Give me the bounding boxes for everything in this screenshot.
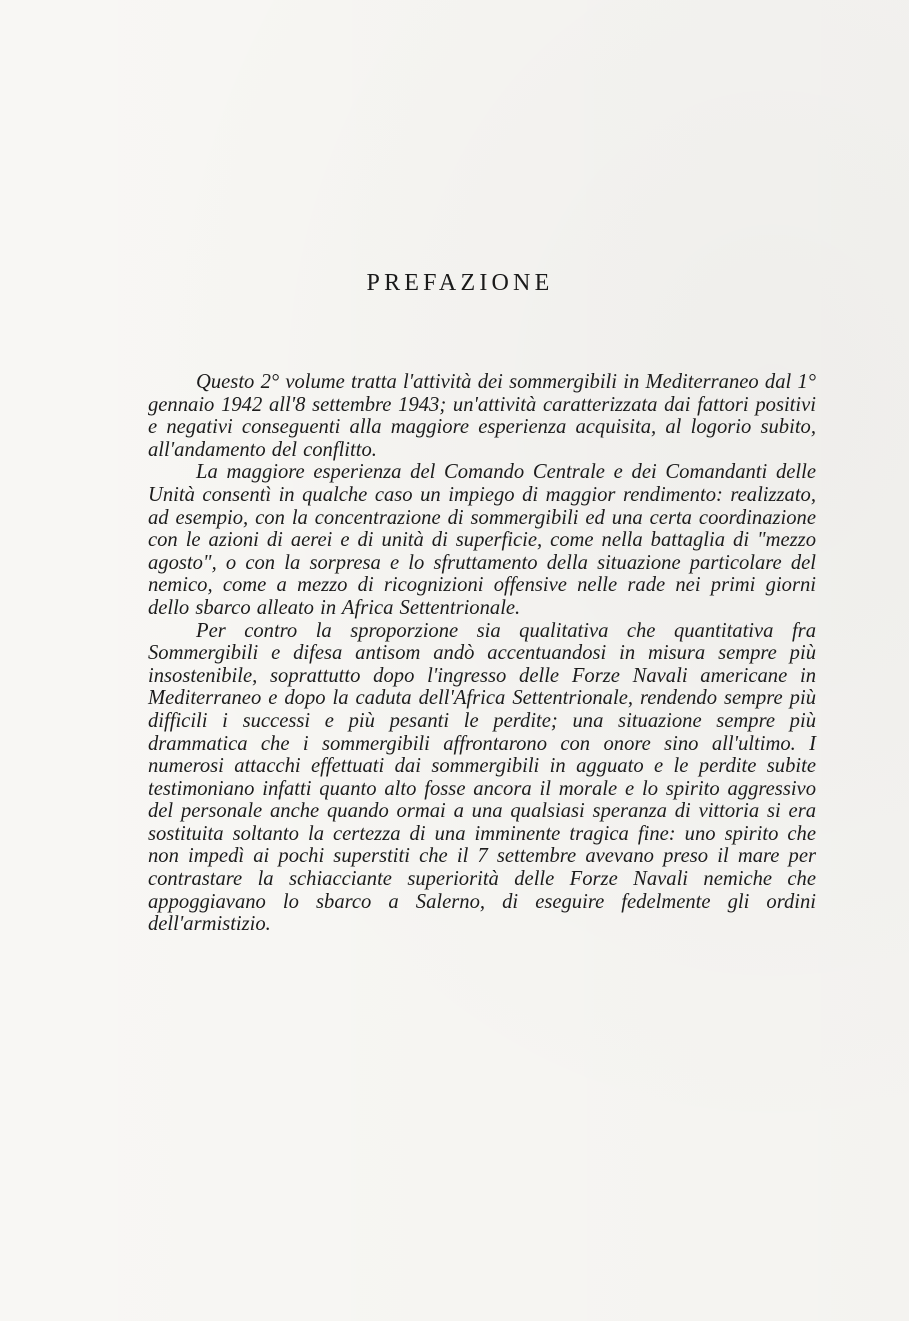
paragraph-3: Per contro la sproporzione sia qualitativa che quantitativa fra Sommergibili e difesa antisom andò accentuandosi in misura sempre più insostenibile, soprattutto dopo l'ingresso delle Forze Navali americane in Mediterraneo e dopo la caduta dell'Africa Settentrionale, rendendo sempre più difficili i successi e più pesanti le perdite; una situazione sempre più drammatica che i sommergibili affrontarono con onore sino all'ultimo. I numerosi attacchi effettuati dai sommergibili in agguato e le perdite subite testimoniano infatti quanto alto fosse ancora il morale e lo spirito aggressivo del personale anche quando ormai a una qualsiasi speranza di vittoria si era sostituita soltanto la certezza di una imminente tragica fine: uno spirito che non impedì ai pochi superstiti che il 7 settembre avevano preso il mare per contrastare la schiacciante superiorità delle Forze Navali nemiche che appoggiavano lo sbarco a Salerno, di eseguire fedelmente gli ordini dell'armistizio. xyxy=(148,619,816,936)
paragraph-2: La maggiore esperienza del Comando Centrale e dei Comandanti delle Unità consentì in qualche caso un impiego di maggior rendimento: realizzato, ad esempio, con la concentrazione di sommergibili ed una certa coordinazione con le azioni di aerei e di unità di superficie, come nella battaglia di "mezzo agosto", o con la sorpresa e lo sfruttamento della situazione particolare del nemico, come a mezzo di ricognizioni offensive nelle rade nei primi giorni dello sbarco alleato in Africa Settentrionale. xyxy=(148,461,816,619)
page-title: PREFAZIONE xyxy=(366,270,554,296)
paragraph-1: Questo 2° volume tratta l'attività dei sommergibili in Mediterraneo dal 1° gennaio 1942 all'8 settembre 1943; un'attività caratterizzata dai fattori positivi e negativi conseguenti alla maggiore esperienza acquisita, al logorio subito, all'andamento del conflitto. xyxy=(148,371,816,461)
document-body xyxy=(148,371,816,936)
